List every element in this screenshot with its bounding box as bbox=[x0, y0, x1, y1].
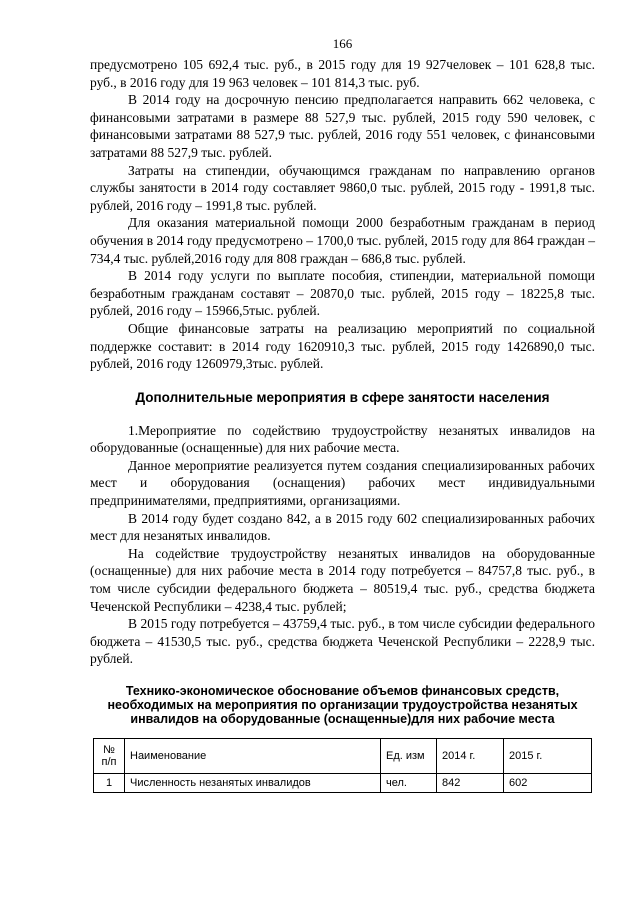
paragraph: В 2014 году на досрочную пенсию предполагается направить 662 человека, с финансовыми затратами в размере 88 527,9 тыс. рублей, 2015 году 590 человек, с финансовыми затратами 88 527,9 тыс. рублей, 2016 году 551 человек, с финансовыми затратами 88 527,9 тыс. рублей. bbox=[90, 92, 595, 160]
document-page bbox=[90, 36, 595, 793]
paragraph: Затраты на стипендии, обучающимся гражданам по направлению органов службы занятости в 2014 году составляет 9860,0 тыс. рублей, 2015 году - 1991,8 тыс. рублей, 2016 году – 1991,8 тыс. рублей. bbox=[90, 162, 595, 213]
paragraph: Для оказания материальной помощи 2000 безработным гражданам в период обучения в 2014 году предусмотрено – 1700,0 тыс. рублей, 2015 году для 864 граждан – 734,4 тыс. рублей,2016 году для 808 граждан – 686,8 тыс. рублей. bbox=[90, 215, 595, 266]
paragraph: 1.Мероприятие по содействию трудоустройству незанятых инвалидов на оборудованные (оснащенные) для них рабочие места. bbox=[90, 422, 595, 456]
table-row bbox=[94, 774, 592, 793]
cell-2014: 842 bbox=[437, 774, 504, 793]
paragraph: В 2014 году услуги по выплате пособия, стипендии, материальной помощи безработным гражданам составят – 20870,0 тыс. рублей, 2015 году – 18225,8 тыс. рублей, 2016 году – 15966,5тыс. рублей. bbox=[90, 268, 595, 319]
table-heading: Технико-экономическое обоснование объемов финансовых средств, необходимых на мероприятия по организации трудоустройства незанятых инвалидов на оборудованные (оснащенные)для них рабочие места bbox=[107, 684, 578, 726]
header-num: № п/п bbox=[94, 739, 125, 774]
paragraph: предусмотрено 105 692,4 тыс. руб., в 2015 году для 19 927человек – 101 628,8 тыс. руб., в 2016 году для 19 963 человек – 101 814,3 тыс. руб. bbox=[90, 57, 595, 90]
cell-unit: чел. bbox=[381, 774, 437, 793]
header-2014: 2014 г. bbox=[437, 739, 504, 774]
paragraph: В 2014 году будет создано 842, а в 2015 году 602 специализированных рабочих мест для незанятых инвалидов. bbox=[90, 510, 595, 544]
header-name: Наименование bbox=[125, 739, 381, 774]
cell-num: 1 bbox=[94, 774, 125, 793]
page-number: 166 bbox=[332, 36, 353, 51]
paragraph: В 2015 году потребуется – 43759,4 тыс. руб., в том числе субсидии федерального бюджета – 41530,5 тыс. руб., средства бюджета Чеченской Республики – 2228,9 тыс. рублей. bbox=[90, 616, 595, 667]
paragraph: Данное мероприятие реализуется путем создания специализированных рабочих мест и оборудования (оснащения) рабочих мест индивидуальными предпринимателями, предприятиями, организациями. bbox=[90, 457, 595, 509]
paragraph: На содействие трудоустройству незанятых инвалидов на оборудованные (оснащенные) для них рабочие места в 2014 году потребуется – 84757,8 тыс. руб., в том числе субсидии федерального бюджета – 80519,4 тыс. руб., средства бюджета Чеченской Республики – 4238,4 тыс. рублей; bbox=[90, 545, 595, 614]
header-2015: 2015 г. bbox=[504, 739, 592, 774]
data-table bbox=[93, 738, 592, 793]
table-header-row bbox=[94, 739, 592, 774]
cell-name: Численность незанятых инвалидов bbox=[125, 774, 381, 793]
section-heading: Дополнительные мероприятия в сфере занятости населения bbox=[135, 389, 550, 405]
paragraph: Общие финансовые затраты на реализацию мероприятий по социальной поддержке составит: в 2014 году 1620910,3 тыс. рублей, 2015 году 1426890,0 тыс. рублей, 2016 году 1260979,3тыс. рублей. bbox=[90, 320, 595, 372]
header-unit: Ед. изм bbox=[381, 739, 437, 774]
cell-2015: 602 bbox=[504, 774, 592, 793]
